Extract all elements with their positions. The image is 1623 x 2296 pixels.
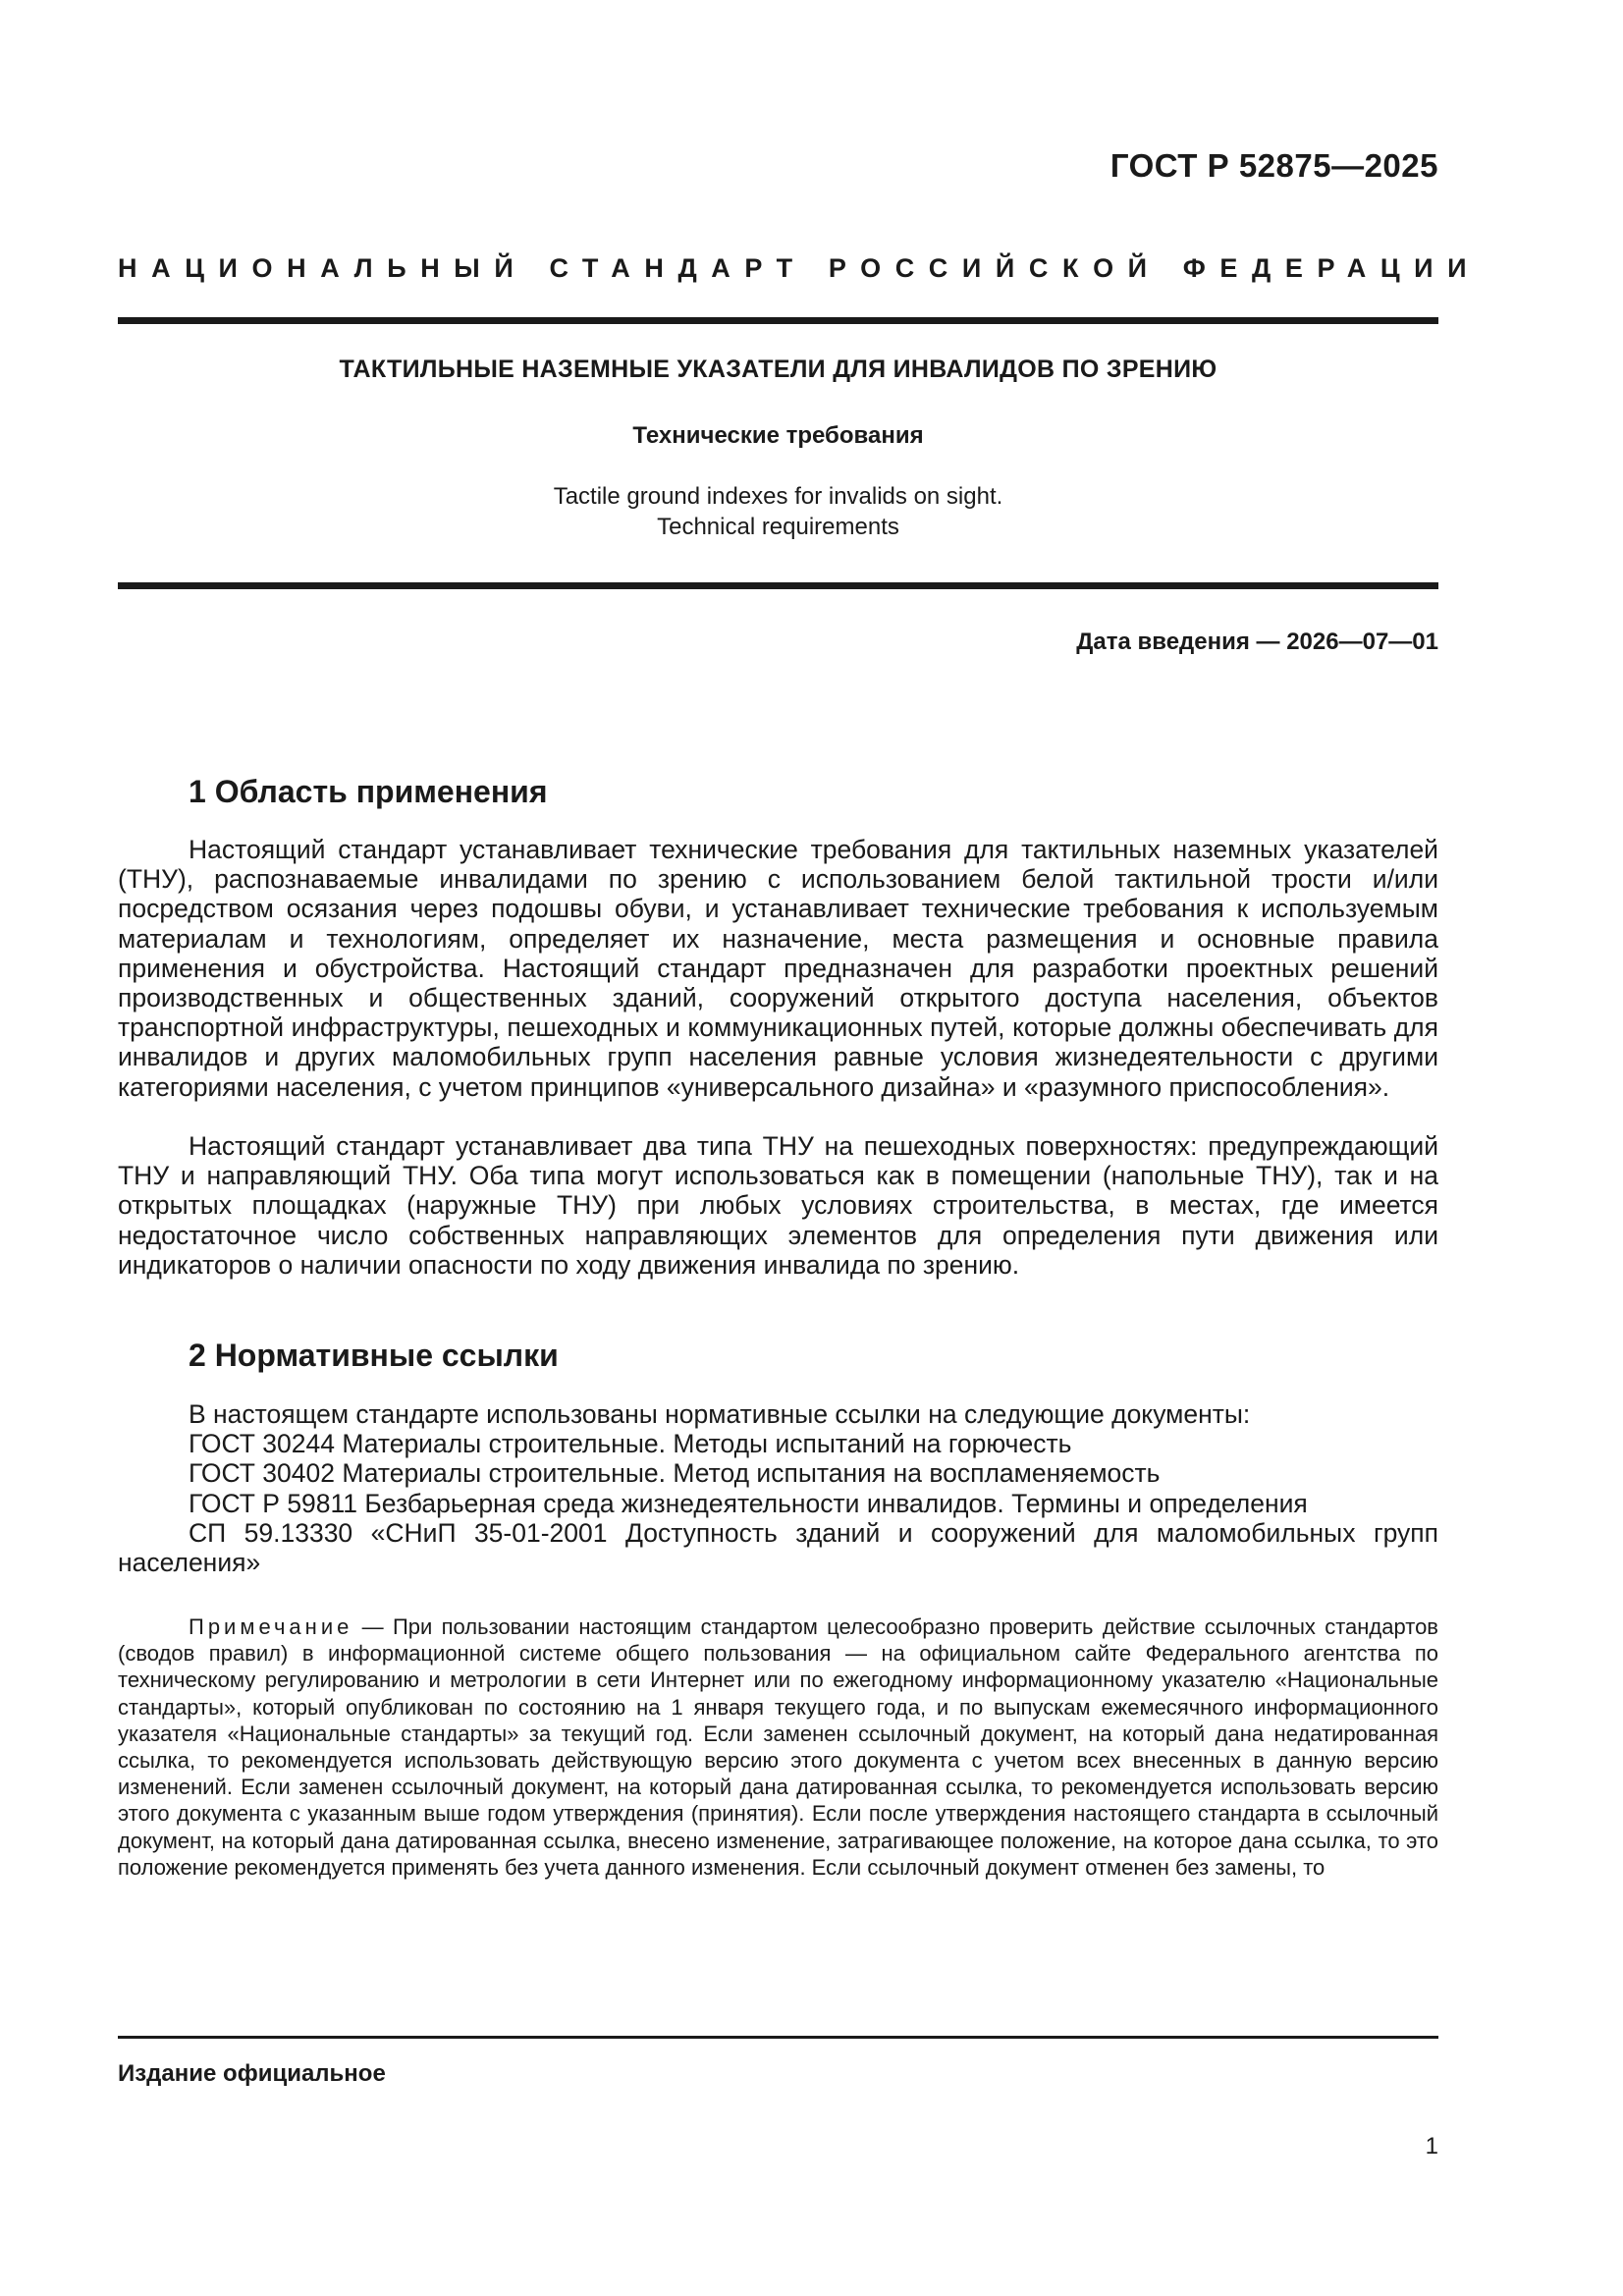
page-number: 1 <box>1425 2133 1438 2159</box>
gost-number: ГОСТ Р 52875—2025 <box>1109 147 1438 184</box>
document-title: ТАКТИЛЬНЫЕ НАЗЕМНЫЕ УКАЗАТЕЛИ ДЛЯ ИНВАЛИДОВ ПО ЗРЕНИЮ <box>339 355 1217 383</box>
national-standard-banner: НАЦИОНАЛЬНЫЙ СТАНДАРТ РОССИЙСКОЙ ФЕДЕРАЦИИ <box>118 253 1482 283</box>
title-divider <box>118 582 1438 589</box>
footer-divider <box>118 2036 1438 2039</box>
english-title-line-1: Tactile ground indexes for invalids on sight. <box>553 483 1003 510</box>
english-title <box>118 481 1438 542</box>
section-1-paragraph-1: Настоящий стандарт устанавливает технические требования для тактильных наземных указателей (ТНУ), распознаваемые инвалидами по зрению с использованием белой тактильной трости и/или посредством осязания через подошвы обуви, и устанавливает технические требования к используемым материалам и технологиям, определяет их назначение, места размещения и основные правила применения и обустройства. Настоящий стандарт предназначен для разработки проектных решений производственных и общественных зданий, сооружений открытого доступа населения, объектов транспортной инфраструктуры, пешеходных и коммуникационных путей, которые должны обеспечивать для инвалидов и других маломобильных групп населения равные условия жизнедеятельности с другими категориями населения, с учетом принципов «универсального дизайна» и «разумного приспособления». <box>118 835 1438 1102</box>
references-note <box>118 1613 1438 1881</box>
document-subtitle: Технические требования <box>632 422 924 449</box>
english-title-line-2: Technical requirements <box>657 514 899 540</box>
note-text: — При пользовании настоящим стандартом целесообразно проверить действие ссылочных стандартов (сводов правил) в информационной системе общего пользования — на официальном сайте Федерального агентства по техническому регулированию и метрологии в сети Интернет или по ежегодному информационному указателю «Национальные стандарты», который опубликован по состоянию на 1 января текущего года, и по выпускам ежемесячного информационного указателя «Национальные стандарты» за текущий год. Если заменен ссылочный документ, на который дана недатированная ссылка, то рекомендуется использовать действующую версию этого документа с учетом всех внесенных в данную версию изменений. Если заменен ссылочный документ, на который дана датированная ссылка, то рекомендуется использовать версию этого документа с указанным выше годом утверждения (принятия). Если после утверждения настоящего стандарта в ссылочный документ, на который дана датированная ссылка, внесено изменение, затрагивающее положение, на которое дана ссылка, то это положение рекомендуется применять без учета данного изменения. Если ссылочный документ отменен без замены, то <box>118 1614 1438 1880</box>
note-label: Примечание <box>189 1614 353 1639</box>
reference-item: ГОСТ 30244 Материалы строительные. Методы испытаний на горючесть <box>189 1429 1072 1459</box>
section-1-title: 1 Область применения <box>189 774 548 809</box>
reference-item: ГОСТ Р 59811 Безбарьерная среда жизнедеятельности инвалидов. Термины и определения <box>189 1488 1308 1518</box>
normative-references-list <box>118 1399 1438 1577</box>
introduction-date: Дата введения — 2026—07—01 <box>1076 629 1438 655</box>
reference-item: ГОСТ 30402 Материалы строительные. Метод испытания на воспламеняемость <box>189 1458 1161 1489</box>
section-2-title: 2 Нормативные ссылки <box>189 1338 559 1373</box>
official-edition-label: Издание официальное <box>118 2060 386 2087</box>
section-1-paragraph-2: Настоящий стандарт устанавливает два типа ТНУ на пешеходных поверхностях: предупреждающий ТНУ и направляющий ТНУ. Оба типа могут использоваться как в помещении (напольные ТНУ), так и на открытых площадках (наружные ТНУ) при любых условиях строительства, в местах, где имеется недостаточное число собственных направляющих элементов для определения пути движения или индикаторов о наличии опасности по ходу движения инвалида по зрению. <box>118 1131 1438 1280</box>
reference-item: СП 59.13330 «СНиП 35-01-2001 Доступность зданий и сооружений для маломобильных групп населения» <box>118 1517 1438 1578</box>
references-intro: В настоящем стандарте использованы нормативные ссылки на следующие документы: <box>189 1399 1251 1429</box>
top-divider <box>118 317 1438 324</box>
